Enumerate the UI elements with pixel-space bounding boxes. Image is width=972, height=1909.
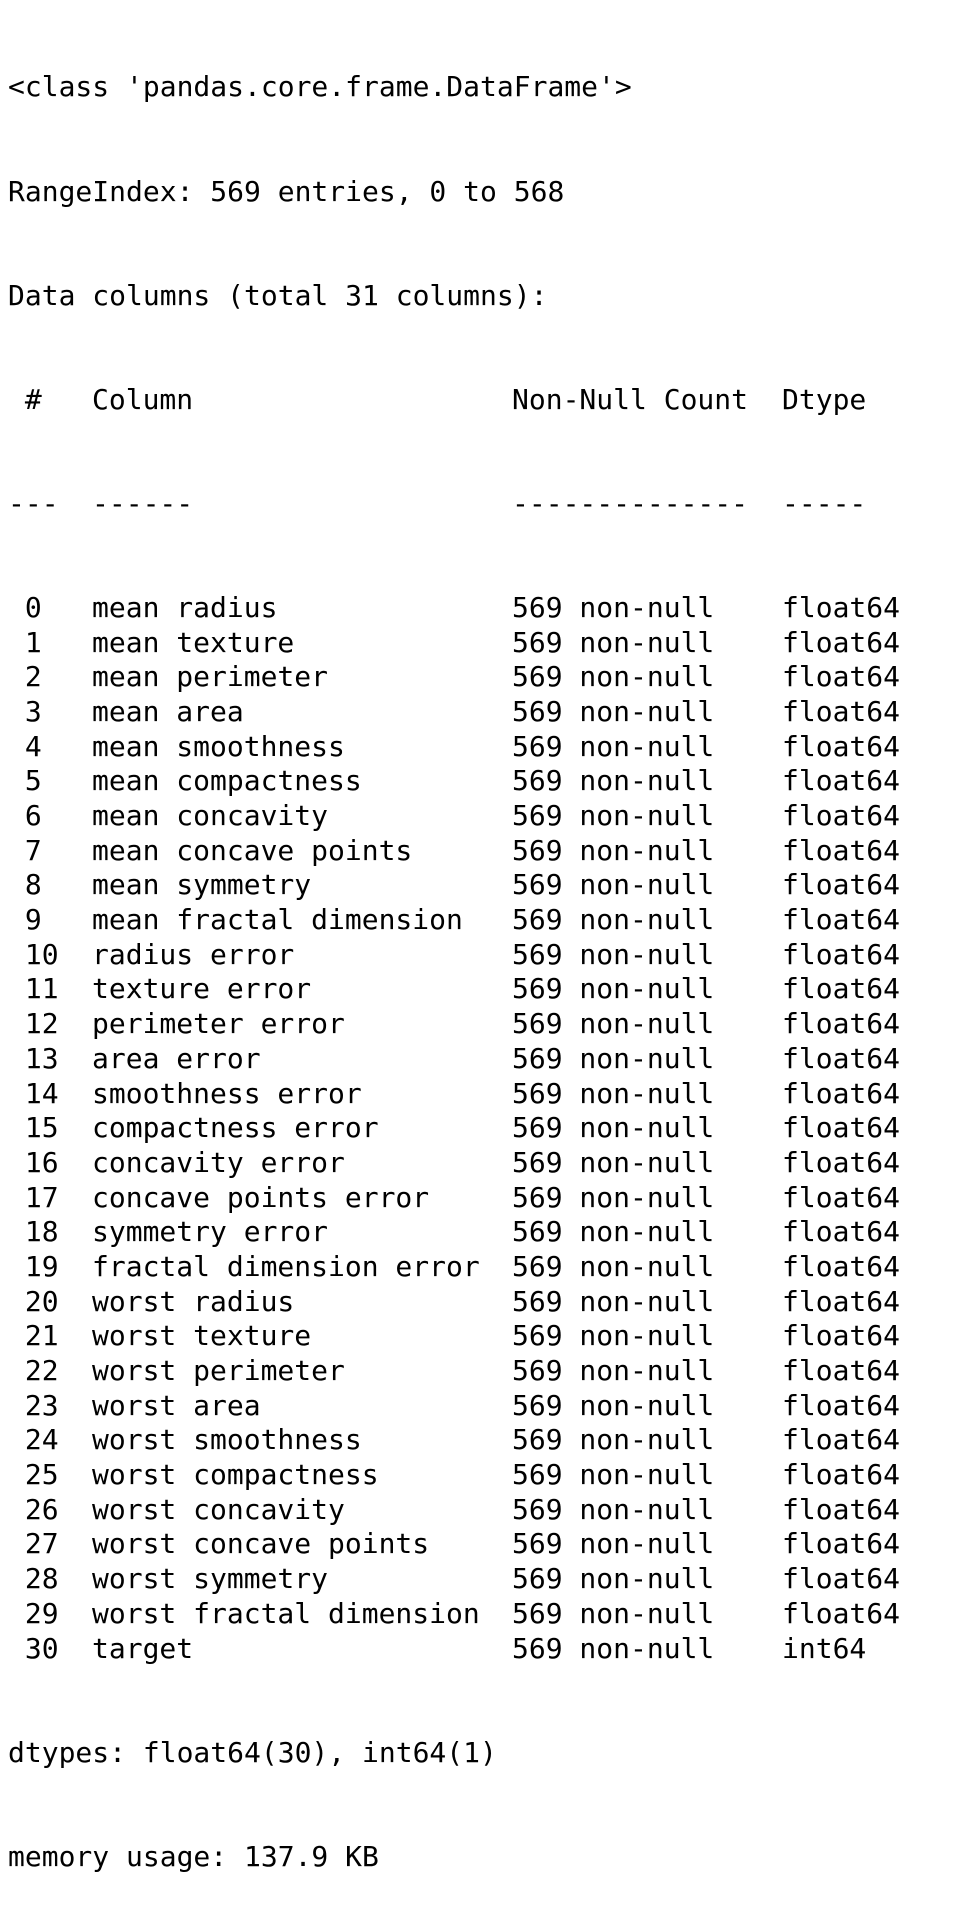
row-index: 22 xyxy=(8,1354,59,1387)
row-dtype: float64 xyxy=(782,1354,901,1387)
row-column-name: worst fractal dimension xyxy=(92,1596,480,1630)
row-non-null-count: 569 non-null xyxy=(512,1423,715,1457)
table-row xyxy=(8,660,922,695)
row-non-null-count: 569 non-null xyxy=(512,1111,715,1145)
row-dtype: float64 xyxy=(782,1215,901,1249)
row-non-null-count: 569 non-null xyxy=(512,660,715,694)
row-dtype: float64 xyxy=(782,868,901,902)
row-index: 19 xyxy=(8,1249,59,1283)
row-column-name: worst compactness xyxy=(92,1458,379,1492)
row-non-null-count: 569 non-null xyxy=(512,1527,715,1561)
table-row xyxy=(8,1597,922,1632)
memory-usage-line: memory usage: 137.9 KB xyxy=(8,1839,379,1873)
row-column-name: mean area xyxy=(92,694,244,728)
table-row xyxy=(8,1146,922,1181)
row-column-name: compactness error xyxy=(92,1111,379,1145)
row-index: 30 xyxy=(8,1631,59,1665)
table-row xyxy=(8,591,922,626)
header-index: # xyxy=(8,382,42,416)
row-non-null-count: 569 non-null xyxy=(512,1596,715,1630)
row-dtype: float64 xyxy=(782,937,901,971)
row-dtype: float64 xyxy=(782,1284,901,1318)
row-non-null-count: 569 non-null xyxy=(512,590,715,624)
row-non-null-count: 569 non-null xyxy=(512,1145,715,1179)
row-index: 18 xyxy=(8,1215,59,1249)
row-non-null-count: 569 non-null xyxy=(512,937,715,971)
row-column-name: mean concave points xyxy=(92,833,413,867)
table-row xyxy=(8,1632,922,1667)
table-row xyxy=(8,1354,922,1389)
row-dtype: float64 xyxy=(782,1145,901,1179)
table-row xyxy=(8,938,922,973)
table-row xyxy=(8,1458,922,1493)
row-dtype: float64 xyxy=(782,903,901,937)
row-index: 2 xyxy=(8,660,42,694)
row-index: 28 xyxy=(8,1562,59,1596)
row-column-name: worst concavity xyxy=(92,1492,345,1526)
table-row xyxy=(8,1007,922,1042)
row-column-name: mean smoothness xyxy=(92,729,345,763)
row-non-null-count: 569 non-null xyxy=(512,1215,715,1249)
row-non-null-count: 569 non-null xyxy=(512,1041,715,1075)
row-non-null-count: 569 non-null xyxy=(512,1492,715,1526)
row-column-name: mean perimeter xyxy=(92,660,329,694)
table-row xyxy=(8,1111,922,1146)
row-dtype: float64 xyxy=(782,625,901,659)
row-index: 11 xyxy=(8,972,59,1006)
class-line: <class 'pandas.core.frame.DataFrame'> xyxy=(8,70,632,104)
row-index: 10 xyxy=(8,937,59,971)
row-column-name: concavity error xyxy=(92,1145,345,1179)
separator-dtype: ----- xyxy=(782,486,867,520)
table-row xyxy=(8,1389,922,1424)
table-header-row xyxy=(8,383,922,418)
row-non-null-count: 569 non-null xyxy=(512,903,715,937)
row-index: 12 xyxy=(8,1007,59,1041)
row-non-null-count: 569 non-null xyxy=(512,833,715,867)
row-dtype: float64 xyxy=(782,1388,901,1422)
row-column-name: worst concave points xyxy=(92,1527,430,1561)
row-index: 16 xyxy=(8,1145,59,1179)
dataframe-info-output xyxy=(8,1,922,1909)
row-non-null-count: 569 non-null xyxy=(512,1284,715,1318)
header-dtype: Dtype xyxy=(782,382,867,416)
row-dtype: float64 xyxy=(782,764,901,798)
row-non-null-count: 569 non-null xyxy=(512,1319,715,1353)
row-dtype: float64 xyxy=(782,1458,901,1492)
row-non-null-count: 569 non-null xyxy=(512,1249,715,1283)
row-index: 24 xyxy=(8,1423,59,1457)
row-non-null-count: 569 non-null xyxy=(512,1076,715,1110)
row-dtype: float64 xyxy=(782,1007,901,1041)
row-non-null-count: 569 non-null xyxy=(512,799,715,832)
row-index: 17 xyxy=(8,1180,59,1214)
row-dtype: float64 xyxy=(782,972,901,1006)
row-column-name: worst symmetry xyxy=(92,1562,329,1596)
table-row xyxy=(8,626,922,661)
table-row xyxy=(8,1181,922,1216)
row-dtype: float64 xyxy=(782,694,901,728)
row-column-name: mean radius xyxy=(92,590,278,624)
separator-non-null-count: -------------- xyxy=(512,486,749,520)
table-row xyxy=(8,1423,922,1458)
separator-column: ------ xyxy=(92,486,194,520)
table-row xyxy=(8,1285,922,1320)
range-index-line: RangeIndex: 569 entries, 0 to 568 xyxy=(8,174,565,208)
row-index: 7 xyxy=(8,833,42,867)
row-non-null-count: 569 non-null xyxy=(512,764,715,798)
table-row xyxy=(8,868,922,903)
header-non-null-count: Non-Null Count xyxy=(512,382,749,416)
row-index: 29 xyxy=(8,1596,59,1630)
row-non-null-count: 569 non-null xyxy=(512,972,715,1006)
row-index: 0 xyxy=(8,590,42,624)
row-column-name: target xyxy=(92,1631,194,1665)
row-column-name: mean fractal dimension xyxy=(92,903,463,937)
data-columns-line: Data columns (total 31 columns): xyxy=(8,278,548,312)
row-dtype: float64 xyxy=(782,1041,901,1075)
table-row xyxy=(8,1319,922,1354)
row-index: 4 xyxy=(8,729,42,763)
row-index: 23 xyxy=(8,1388,59,1422)
row-index: 13 xyxy=(8,1041,59,1075)
row-non-null-count: 569 non-null xyxy=(512,868,715,902)
row-column-name: texture error xyxy=(92,972,312,1006)
table-row xyxy=(8,764,922,799)
row-index: 1 xyxy=(8,625,42,659)
row-dtype: float64 xyxy=(782,1076,901,1110)
row-non-null-count: 569 non-null xyxy=(512,1180,715,1214)
row-dtype: float64 xyxy=(782,1423,901,1457)
row-column-name: worst radius xyxy=(92,1284,295,1318)
row-column-name: worst texture xyxy=(92,1319,312,1353)
row-index: 21 xyxy=(8,1319,59,1353)
dtypes-summary-line: dtypes: float64(30), int64(1) xyxy=(8,1735,497,1769)
row-index: 5 xyxy=(8,764,42,798)
table-row xyxy=(8,903,922,938)
row-column-name: mean compactness xyxy=(92,764,362,798)
table-row xyxy=(8,1562,922,1597)
row-column-name: mean texture xyxy=(92,625,295,659)
row-non-null-count: 569 non-null xyxy=(512,694,715,728)
row-index: 8 xyxy=(8,868,42,902)
row-index: 14 xyxy=(8,1076,59,1110)
row-non-null-count: 569 non-null xyxy=(512,1354,715,1387)
row-column-name: smoothness error xyxy=(92,1076,362,1110)
table-row xyxy=(8,695,922,730)
row-column-name: radius error xyxy=(92,937,295,971)
row-index: 6 xyxy=(8,799,42,832)
row-index: 26 xyxy=(8,1492,59,1526)
row-index: 27 xyxy=(8,1527,59,1561)
row-dtype: float64 xyxy=(782,1596,901,1630)
table-row xyxy=(8,1250,922,1285)
header-column: Column xyxy=(92,382,194,416)
row-non-null-count: 569 non-null xyxy=(512,729,715,763)
row-dtype: float64 xyxy=(782,1249,901,1283)
row-index: 3 xyxy=(8,694,42,728)
row-dtype: float64 xyxy=(782,1319,901,1353)
row-dtype: int64 xyxy=(782,1631,867,1665)
row-index: 15 xyxy=(8,1111,59,1145)
row-column-name: concave points error xyxy=(92,1180,430,1214)
row-dtype: float64 xyxy=(782,1527,901,1561)
row-non-null-count: 569 non-null xyxy=(512,1007,715,1041)
row-dtype: float64 xyxy=(782,1492,901,1526)
row-index: 25 xyxy=(8,1458,59,1492)
row-non-null-count: 569 non-null xyxy=(512,625,715,659)
row-index: 20 xyxy=(8,1284,59,1318)
table-row xyxy=(8,834,922,869)
row-column-name: perimeter error xyxy=(92,1007,345,1041)
table-row xyxy=(8,1077,922,1112)
table-row xyxy=(8,799,922,834)
row-column-name: worst perimeter xyxy=(92,1354,345,1387)
row-dtype: float64 xyxy=(782,1562,901,1596)
row-column-name: mean symmetry xyxy=(92,868,312,902)
separator-index: --- xyxy=(8,486,59,520)
row-dtype: float64 xyxy=(782,1111,901,1145)
row-dtype: float64 xyxy=(782,590,901,624)
table-row xyxy=(8,730,922,765)
row-column-name: symmetry error xyxy=(92,1215,329,1249)
table-row xyxy=(8,1042,922,1077)
row-column-name: worst smoothness xyxy=(92,1423,362,1457)
row-column-name: fractal dimension error xyxy=(92,1249,480,1283)
row-non-null-count: 569 non-null xyxy=(512,1631,715,1665)
row-dtype: float64 xyxy=(782,1180,901,1214)
row-non-null-count: 569 non-null xyxy=(512,1458,715,1492)
row-dtype: float64 xyxy=(782,660,901,694)
row-column-name: area error xyxy=(92,1041,261,1075)
table-row xyxy=(8,1493,922,1528)
table-separator-row xyxy=(8,487,922,522)
row-column-name: mean concavity xyxy=(92,799,329,832)
row-dtype: float64 xyxy=(782,729,901,763)
row-dtype: float64 xyxy=(782,799,901,832)
row-non-null-count: 569 non-null xyxy=(512,1562,715,1596)
table-body xyxy=(8,591,922,1666)
table-row xyxy=(8,1527,922,1562)
row-index: 9 xyxy=(8,903,42,937)
row-dtype: float64 xyxy=(782,833,901,867)
row-column-name: worst area xyxy=(92,1388,261,1422)
row-non-null-count: 569 non-null xyxy=(512,1388,715,1422)
table-row xyxy=(8,972,922,1007)
table-row xyxy=(8,1215,922,1250)
